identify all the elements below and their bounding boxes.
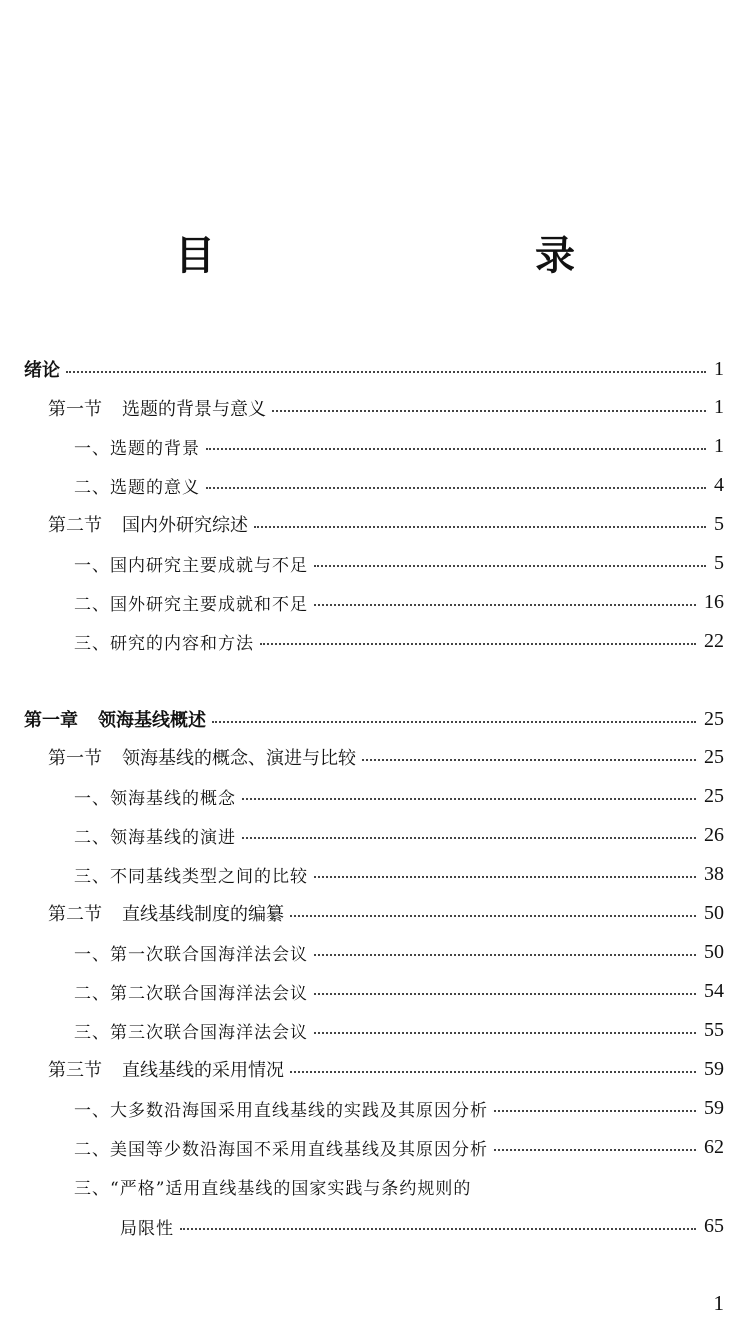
dot-leader <box>314 604 696 606</box>
toc-entry-title: 三、“严格”适用直线基线的国家实践与条约规则的 <box>74 1178 472 1199</box>
toc-entry[interactable] <box>74 1089 724 1127</box>
toc-entry-page: 16 <box>704 590 724 613</box>
page-number: 1 <box>713 1291 724 1315</box>
dot-leader <box>206 448 706 450</box>
toc-entry-title: 绪论 <box>24 360 60 381</box>
dot-leader <box>314 565 706 567</box>
dot-leader <box>314 876 696 878</box>
toc-entry-label: 国内外研究综述 <box>122 515 248 536</box>
toc-entry-title <box>48 900 284 926</box>
dot-leader <box>272 410 706 412</box>
toc-entry[interactable] <box>48 738 724 776</box>
dot-leader <box>254 526 706 528</box>
toc-entry-title: 二、国外研究主要成就和不足 <box>74 594 308 615</box>
toc-entry[interactable] <box>74 1011 724 1049</box>
toc-entry-number: 第一章 <box>24 710 78 731</box>
toc-entry-number: 第二节 <box>48 515 102 536</box>
toc-entry-title <box>24 706 206 732</box>
toc-entry-page: 54 <box>704 979 724 1002</box>
dot-leader <box>242 837 696 839</box>
toc-entry-page: 25 <box>704 784 724 807</box>
toc-entry-page: 59 <box>704 1057 724 1080</box>
toc-entry-page: 38 <box>704 862 724 885</box>
toc-entry-title: 三、不同基线类型之间的比较 <box>74 866 308 887</box>
toc-entry-title <box>48 1056 284 1082</box>
toc-entry-title: 二、领海基线的演进 <box>74 827 236 848</box>
toc-entry[interactable] <box>48 894 724 932</box>
toc-entry-label: 选题的背景与意义 <box>122 398 266 420</box>
toc-entry[interactable] <box>48 1050 724 1088</box>
toc-entry-page: 22 <box>704 629 724 652</box>
dot-leader <box>212 721 696 723</box>
toc-entry-page: 62 <box>704 1135 724 1158</box>
dot-leader <box>494 1110 696 1112</box>
toc-entry[interactable] <box>74 544 724 582</box>
toc-entry-title: 一、大多数沿海国采用直线基线的实践及其原因分析 <box>74 1100 488 1121</box>
dot-leader <box>362 759 696 761</box>
toc-entry-label: 领海基线的概念、演进与比较 <box>122 748 356 769</box>
toc-entry-label: 直线基线制度的编纂 <box>122 904 284 925</box>
toc-entry[interactable] <box>74 972 724 1010</box>
toc-entry-page: 4 <box>714 473 724 496</box>
dot-leader <box>180 1228 696 1230</box>
toc-entry-number: 第一节 <box>48 398 102 420</box>
toc-entry-title: 一、领海基线的概念 <box>74 788 236 809</box>
dot-leader <box>290 915 696 917</box>
toc-entry-page: 55 <box>704 1018 724 1041</box>
toc-entry-title <box>48 395 266 421</box>
toc-entry[interactable] <box>120 1207 724 1245</box>
toc-entry-page: 50 <box>704 940 724 963</box>
toc-entry[interactable] <box>74 622 724 660</box>
toc-entry-title: 一、国内研究主要成就与不足 <box>74 555 308 576</box>
toc-entry-number: 第二节 <box>48 904 102 925</box>
dot-leader <box>206 487 706 489</box>
toc-entry-page: 5 <box>714 512 724 535</box>
toc-entry-title: 一、选题的背景 <box>74 438 200 459</box>
toc-entry-title: 三、第三次联合国海洋法会议 <box>74 1022 308 1043</box>
toc-entry-page: 1 <box>714 396 724 418</box>
toc-entry[interactable] <box>74 855 724 893</box>
dot-leader <box>314 954 696 956</box>
dot-leader <box>260 643 696 645</box>
toc-entry[interactable] <box>74 1128 724 1166</box>
toc-entry-title: 二、选题的意义 <box>74 477 200 498</box>
toc-entry-title: 二、第二次联合国海洋法会议 <box>74 983 308 1004</box>
toc-entry[interactable] <box>74 1167 724 1205</box>
toc-entry-label: 领海基线概述 <box>98 710 206 731</box>
toc-entry-page: 65 <box>704 1214 724 1237</box>
toc-entry-page: 25 <box>704 707 724 730</box>
toc-entry[interactable] <box>74 466 724 504</box>
toc-entry-page: 1 <box>714 434 724 457</box>
toc-entry-title: 局限性 <box>120 1218 174 1239</box>
toc-entry[interactable] <box>74 816 724 854</box>
toc-entry-page: 50 <box>704 901 724 924</box>
page-title: 目 录 <box>175 233 655 279</box>
toc-entry-page: 5 <box>714 551 724 574</box>
toc-entry-page: 1 <box>714 357 724 380</box>
dot-leader <box>494 1149 696 1151</box>
toc-entry-page: 25 <box>704 745 724 768</box>
toc-entry[interactable] <box>74 583 724 621</box>
dot-leader <box>314 993 696 995</box>
dot-leader <box>66 371 706 373</box>
dot-leader <box>242 798 696 800</box>
toc-entry[interactable] <box>24 350 724 388</box>
toc-entry[interactable] <box>24 700 724 738</box>
toc-entry-title <box>48 744 356 770</box>
toc-entry[interactable] <box>74 933 724 971</box>
dot-leader <box>290 1071 696 1073</box>
toc-entry[interactable] <box>74 777 724 815</box>
toc-entry[interactable] <box>48 505 724 543</box>
toc-entry-title: 三、研究的内容和方法 <box>74 633 254 654</box>
toc-entry-page: 26 <box>704 823 724 846</box>
toc-entry[interactable] <box>74 427 724 465</box>
toc-entry-label: 直线基线的采用情况 <box>122 1060 284 1081</box>
dot-leader <box>314 1032 696 1034</box>
toc-entry-title: 一、第一次联合国海洋法会议 <box>74 944 308 965</box>
toc-entry-page: 59 <box>704 1096 724 1119</box>
toc-entry[interactable] <box>48 389 724 427</box>
toc-entry-number: 第三节 <box>48 1060 102 1081</box>
toc-entry-number: 第一节 <box>48 748 102 769</box>
toc-entry-title <box>48 511 248 537</box>
toc-entry-title: 二、美国等少数沿海国不采用直线基线及其原因分析 <box>74 1139 488 1160</box>
